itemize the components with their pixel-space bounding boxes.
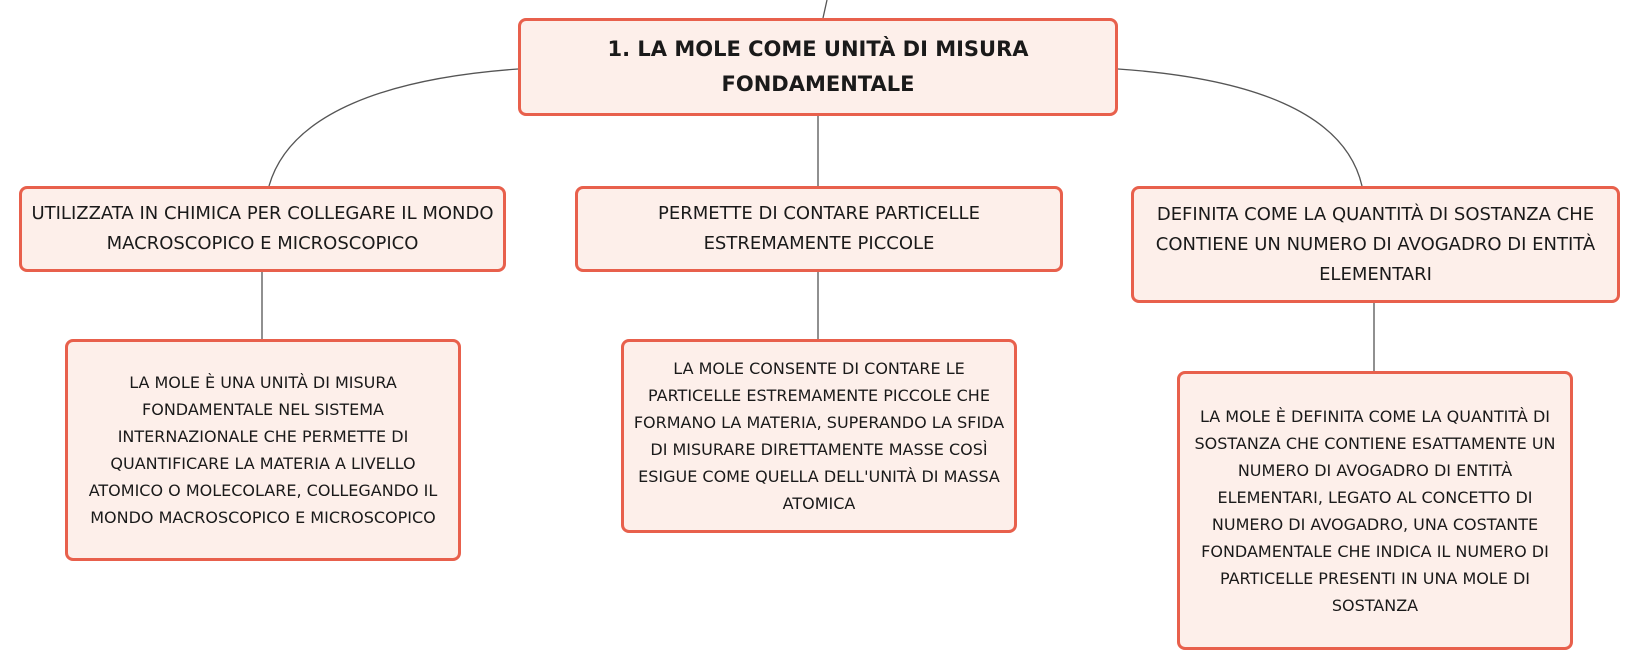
detail-node-definition[interactable] [1177, 371, 1573, 650]
branch-label: PERMETTE DI CONTARE PARTICELLE ESTREMAMENTE PICCOLE [658, 203, 980, 254]
branch-node-count-particles[interactable] [575, 186, 1063, 272]
branch-label: DEFINITA COME LA QUANTITÀ DI SOSTANZA CHE CONTIENE UN NUMERO DI AVOGADRO DI ENTITÀ ELEMENTARI [1155, 203, 1596, 285]
branch-label: UTILIZZATA IN CHIMICA PER COLLEGARE IL MONDO MACROSCOPICO E MICROSCOPICO [31, 203, 494, 254]
detail-node-count-particles[interactable] [621, 339, 1017, 533]
connector-root-left [269, 69, 518, 186]
branch-node-definition[interactable] [1131, 186, 1620, 303]
detail-text: LA MOLE È UNA UNITÀ DI MISURA FONDAMENTALE NEL SISTEMA INTERNAZIONALE CHE PERMETTE DI QUANTIFICARE LA MATERIA A LIVELLO ATOMICO O MOLECOLARE, COLLEGANDO IL MONDO MACROSCOPICO E MICROSCOPICO [88, 373, 438, 527]
branch-node-macro-micro[interactable] [19, 186, 506, 272]
connector-root-right [1118, 69, 1362, 186]
root-node[interactable] [518, 18, 1118, 116]
detail-text: LA MOLE CONSENTE DI CONTARE LE PARTICELLE ESTREMAMENTE PICCOLE CHE FORMANO LA MATERIA, SUPERANDO LA SFIDA DI MISURARE DIRETTAMENTE MASSE COSÌ ESIGUE COME QUELLA DELL'UNITÀ DI MASSA ATOMICA [633, 359, 1005, 513]
root-title: 1. LA MOLE COME UNITÀ DI MISURA FONDAMENTALE [607, 37, 1029, 96]
detail-text: LA MOLE È DEFINITA COME LA QUANTITÀ DI SOSTANZA CHE CONTIENE ESATTAMENTE UN NUMERO DI AVOGADRO DI ENTITÀ ELEMENTARI, LEGATO AL CONCETTO DI NUMERO DI AVOGADRO, UNA COSTANTE FONDAMENTALE CHE INDICA IL NUMERO DI PARTICELLE PRESENTI IN UNA MOLE DI SOSTANZA [1194, 406, 1556, 615]
connector-parent-in [823, 0, 827, 18]
detail-node-macro-micro[interactable] [65, 339, 461, 561]
